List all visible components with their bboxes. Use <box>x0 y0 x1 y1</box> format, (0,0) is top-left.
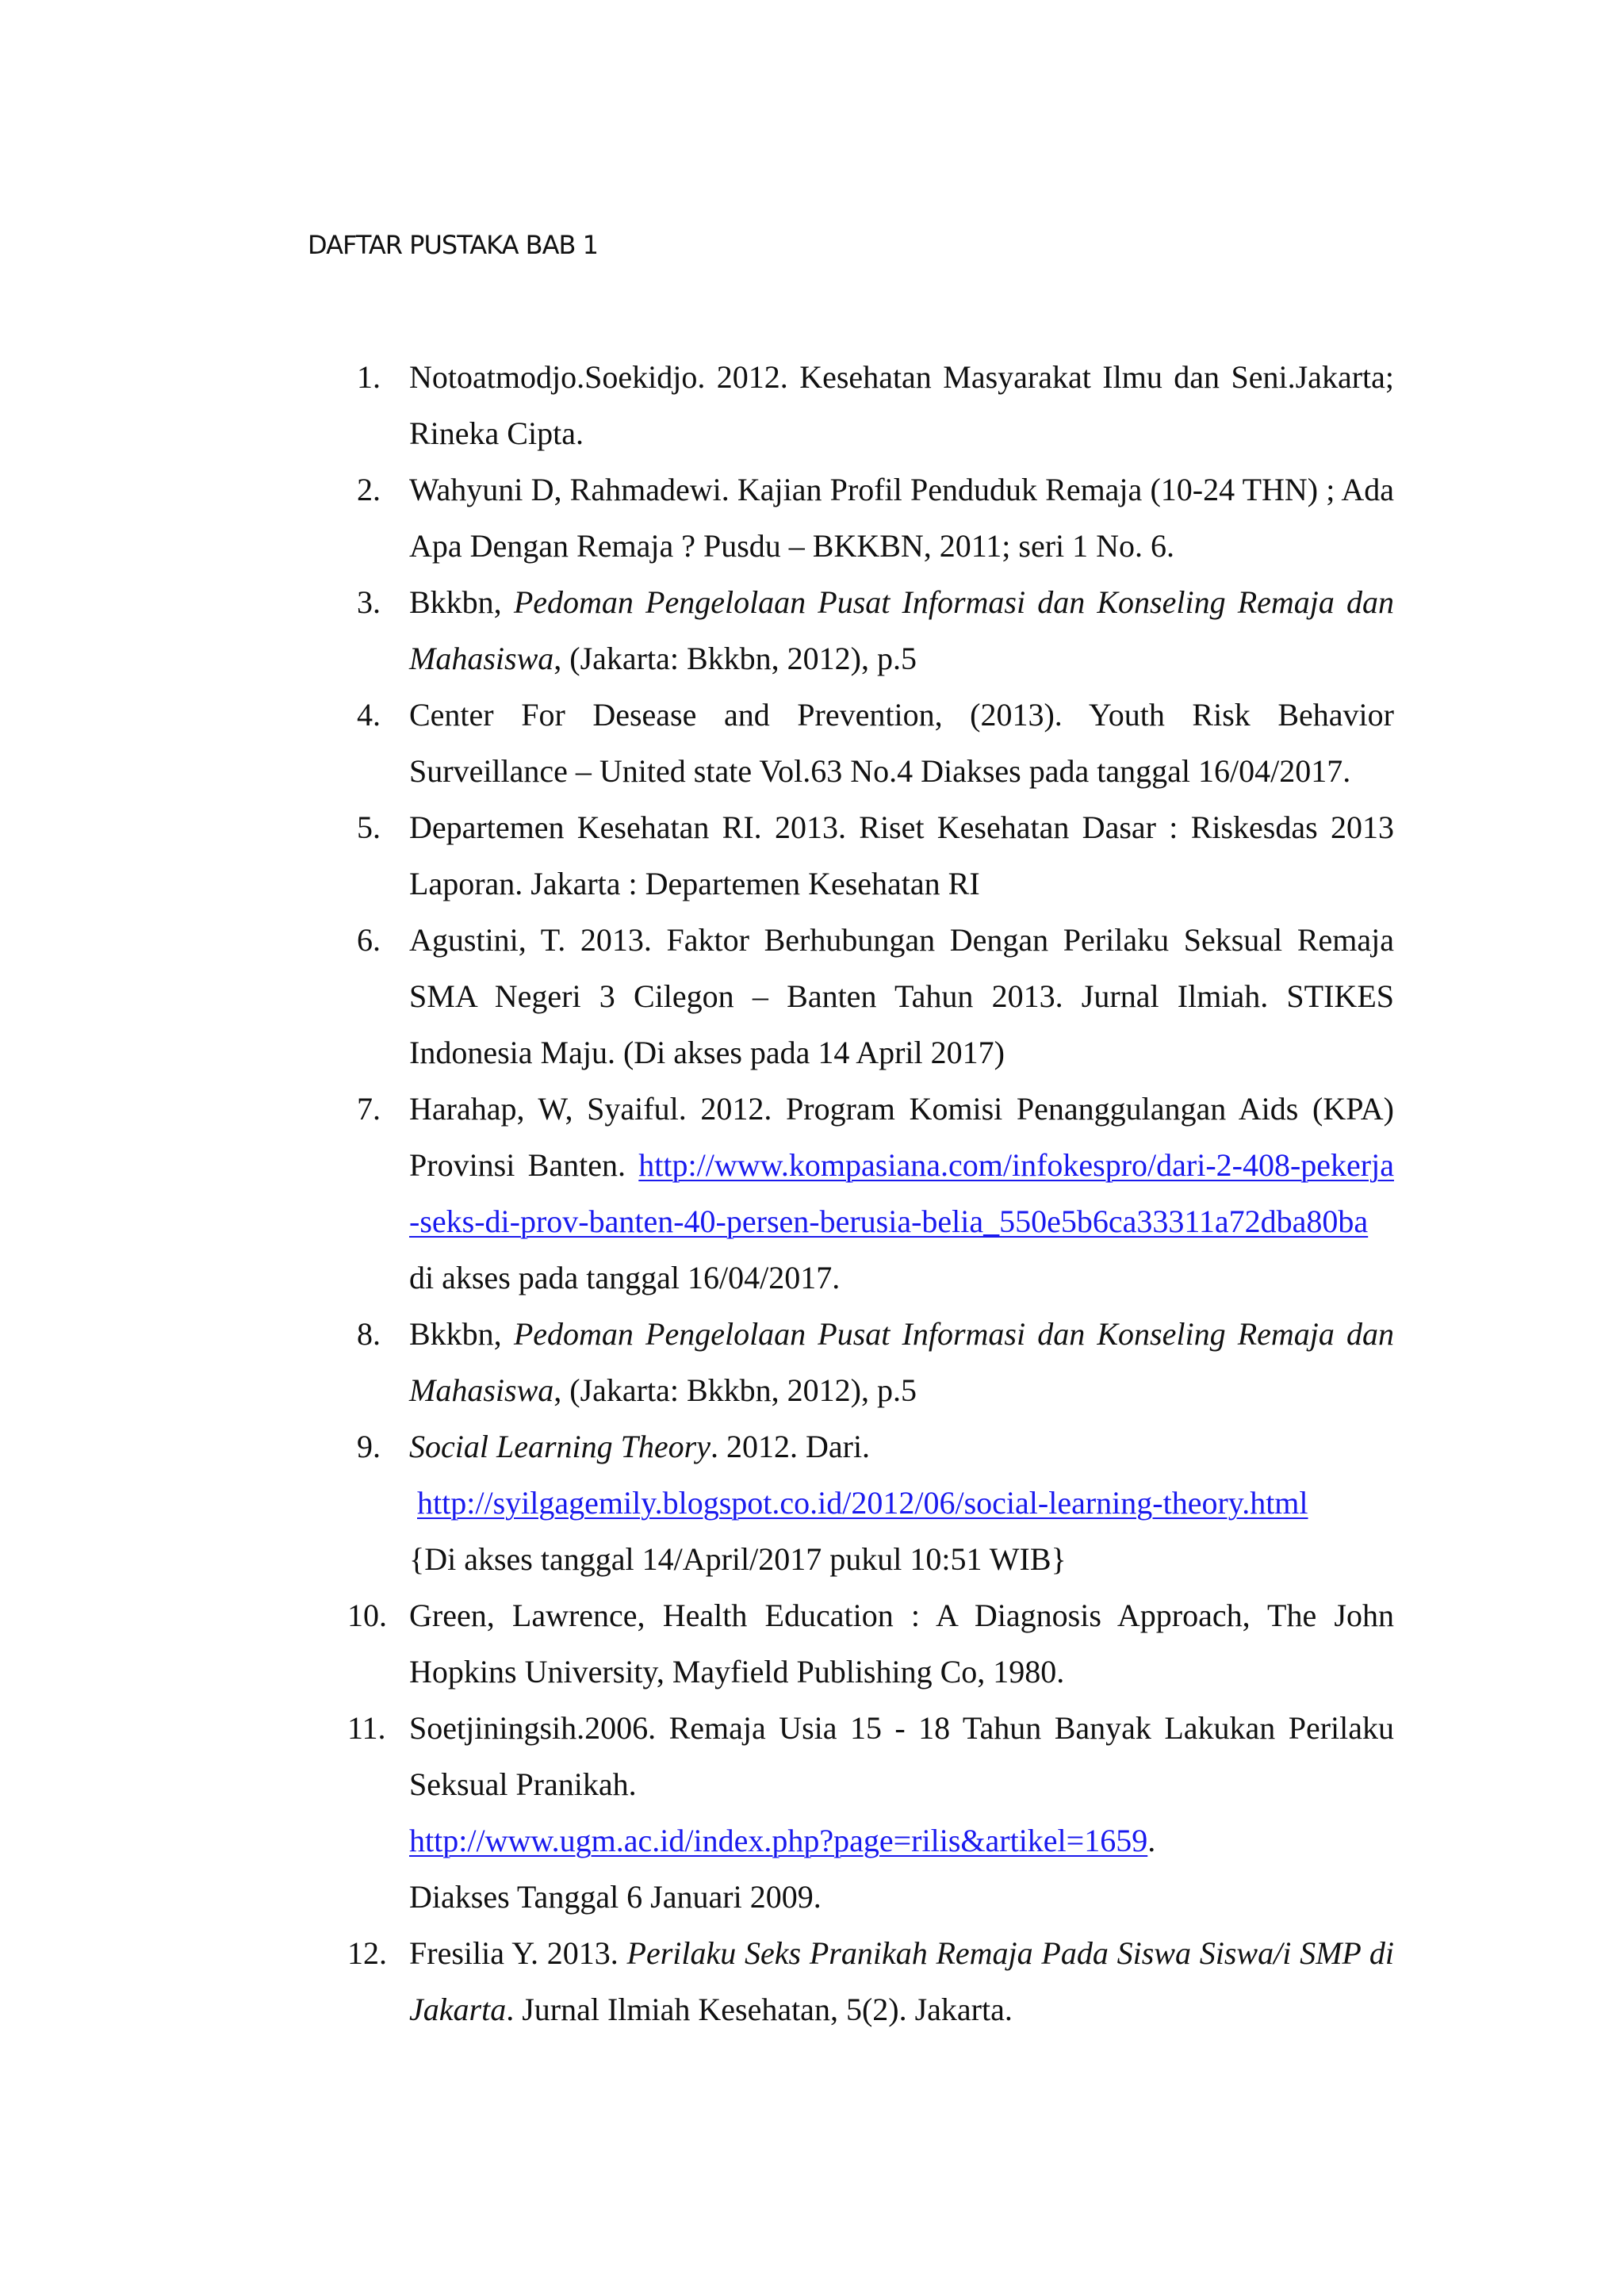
reference-number: 7. <box>357 1091 381 1127</box>
reference-item-3 <box>357 574 1394 687</box>
reference-text: Soetjiningsih.2006. Remaja Usia 15 - 18 Tahun Banyak Lakukan Perilaku Seksual Pranikah. <box>409 1710 1394 1802</box>
reference-item-8 <box>357 1306 1394 1418</box>
reference-access-note: {Di akses tanggal 14/April/2017 pukul 10:51 WIB} <box>409 1541 1067 1577</box>
reference-item-6 <box>357 912 1394 1081</box>
reference-number: 10. <box>347 1598 387 1633</box>
reference-access-note: di akses pada tanggal 16/04/2017. <box>409 1260 841 1295</box>
reference-author: Bkkbn, <box>409 584 514 620</box>
reference-title: Pedoman Pengelolaan Pusat Informasi dan Konseling Remaja dan Mahasiswa <box>409 584 1394 676</box>
reference-number: 2. <box>357 472 381 507</box>
reference-link[interactable]: http://www.ugm.ac.id/index.php?page=rilis&artikel=1659 <box>409 1823 1148 1858</box>
reference-number: 1. <box>357 359 381 395</box>
reference-list <box>347 349 1394 2038</box>
reference-link[interactable]: http://www.kompasiana.com/infokespro/dari-2-408-pekerja-seks-di-prov-banten-40-persen-berusia-belia_550e5b6ca33311a72dba80ba <box>409 1147 1394 1239</box>
reference-source: . Jurnal Ilmiah Kesehatan, 5(2). Jakarta. <box>506 1992 1013 2027</box>
reference-author: Fresilia Y. 2013. <box>409 1935 627 1971</box>
reference-source: , (Jakarta: Bkkbn, 2012), p.5 <box>553 1372 917 1408</box>
reference-number: 12. <box>347 1935 387 1971</box>
reference-source: , (Jakarta: Bkkbn, 2012), p.5 <box>553 641 917 676</box>
reference-number: 5. <box>357 809 381 845</box>
reference-number: 6. <box>357 922 381 958</box>
reference-number: 9. <box>357 1429 381 1464</box>
reference-number: 3. <box>357 584 381 620</box>
reference-source: . 2012. Dari. <box>710 1429 871 1464</box>
reference-item-9 <box>357 1418 1394 1587</box>
reference-text: Harahap, W, Syaiful. 2012. Program Komisi Penanggulangan Aids (KPA) Provinsi Banten. <box>409 1091 1394 1183</box>
reference-item-11 <box>347 1700 1394 1925</box>
reference-item-12 <box>347 1925 1394 2038</box>
reference-text: Agustini, T. 2013. Faktor Berhubungan Dengan Perilaku Seksual Remaja SMA Negeri 3 Cilegon – Banten Tahun 2013. Jurnal Ilmiah. STIKES Indonesia Maju. (Di akses pada 14 April 2017) <box>409 922 1394 1070</box>
reference-link[interactable]: http://syilgagemily.blogspot.co.id/2012/06/social-learning-theory.html <box>417 1485 1308 1521</box>
reference-item-2 <box>357 461 1394 574</box>
reference-item-5 <box>357 799 1394 912</box>
reference-title: Perilaku Seks Pranikah Remaja Pada Siswa Siswa/i SMP di Jakarta <box>409 1935 1394 2027</box>
reference-item-4 <box>357 687 1394 799</box>
reference-item-10 <box>347 1587 1394 1700</box>
reference-author: Bkkbn, <box>409 1316 514 1352</box>
reference-text: Departemen Kesehatan RI. 2013. Riset Kesehatan Dasar : Riskesdas 2013 Laporan. Jakarta : Departemen Kesehatan RI <box>409 809 1394 901</box>
reference-item-1 <box>357 349 1394 461</box>
reference-access-note: Diakses Tanggal 6 Januari 2009. <box>409 1879 822 1915</box>
reference-text: Notoatmodjo.Soekidjo. 2012. Kesehatan Masyarakat Ilmu dan Seni.Jakarta; Rineka Cipta. <box>409 359 1394 451</box>
page-title: DAFTAR PUSTAKA BAB 1 <box>308 230 598 260</box>
reference-number: 8. <box>357 1316 381 1352</box>
reference-text: Wahyuni D, Rahmadewi. Kajian Profil Penduduk Remaja (10-24 THN) ; Ada Apa Dengan Remaja ? Pusdu – BKKBN, 2011; seri 1 No. 6. <box>409 472 1394 564</box>
reference-item-7 <box>357 1081 1394 1306</box>
reference-number: 4. <box>357 697 381 733</box>
reference-text: Green, Lawrence, Health Education : A Diagnosis Approach, The John Hopkins University, Mayfield Publishing Co, 1980. <box>409 1598 1394 1689</box>
link-suffix: . <box>1147 1823 1156 1858</box>
reference-number: 11. <box>347 1710 386 1746</box>
reference-title: Social Learning Theory <box>409 1429 710 1464</box>
reference-text: Center For Desease and Prevention, (2013). Youth Risk Behavior Surveillance – United state Vol.63 No.4 Diakses pada tanggal 16/04/2017. <box>409 697 1394 789</box>
reference-title: Pedoman Pengelolaan Pusat Informasi dan Konseling Remaja dan Mahasiswa <box>409 1316 1394 1408</box>
